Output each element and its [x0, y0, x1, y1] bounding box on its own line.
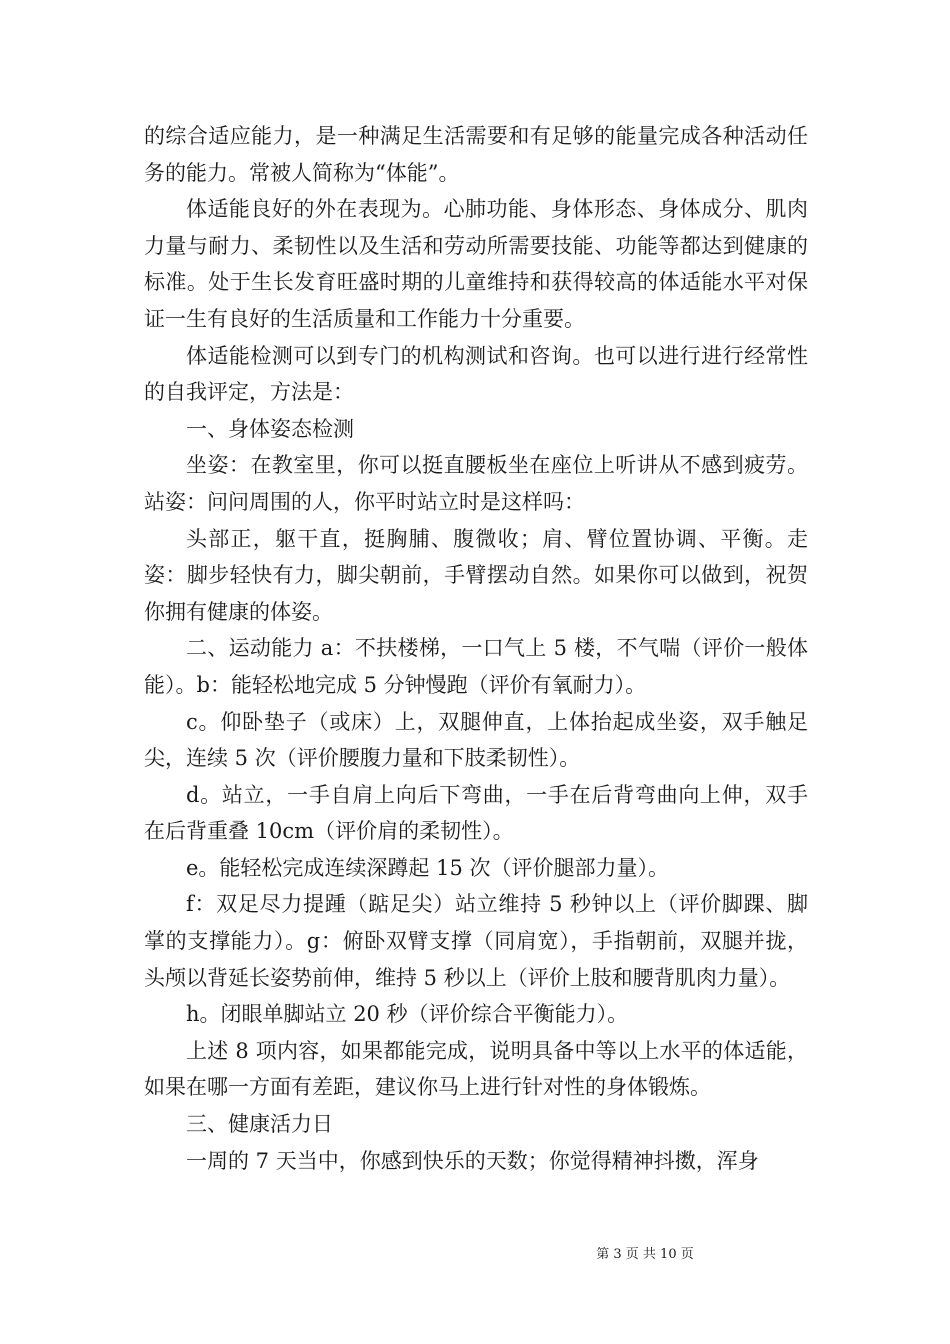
paragraph: 的综合适应能力，是一种满足生活需要和有足够的能量完成各种活动任务的能力。常被人简称为“体能”。 — [144, 124, 808, 185]
paragraph: 二、运动能力 a：不扶楼梯，一口气上 5 楼，不气喘（评价一般体能）。b：能轻松地完成 5 分钟慢跑（评价有氧耐力）。 — [144, 636, 808, 697]
paragraph: 体适能检测可以到专门的机构测试和咨询。也可以进行进行经常性的自我评定，方法是： — [144, 343, 808, 405]
paragraph: e。能轻松完成连续深蹲起 15 次（评价腿部力量）。 — [186, 855, 669, 880]
paragraph: 上述 8 项内容，如果都能完成，说明具备中等以上水平的体适能，如果在哪一方面有差距，建议你马上进行针对性的身体锻炼。 — [144, 1038, 808, 1100]
paragraph: c。仰卧垫子（或床）上，双腿伸直，上体抬起成坐姿，双手触足尖，连续 5 次（评价腰腹力量和下肢柔韧性）。 — [144, 709, 808, 771]
section-heading: 一、身体姿态检测 — [186, 416, 354, 441]
paragraph: 坐姿：在教室里，你可以挺直腰板坐在座位上听讲从不感到疲劳。站姿：问问周围的人，你平时站立时是这样吗： — [144, 453, 808, 514]
page-number-footer: 第 3 页 共 10 页 — [596, 1247, 694, 1262]
paragraph: 一周的 7 天当中，你感到快乐的天数；你觉得精神抖擞，浑身 — [186, 1148, 759, 1173]
paragraph: 头部正，躯干直，挺胸脯、腹微收；肩、臂位置协调、平衡。走姿：脚步轻快有力，脚尖朝前，手臂摆动自然。如果你可以做到，祝贺你拥有健康的体姿。 — [144, 526, 808, 624]
section-heading: 三、健康活力日 — [186, 1112, 333, 1137]
paragraph: h。闭眼单脚站立 20 秒（评价综合平衡能力）。 — [186, 1002, 629, 1027]
paragraph: 体适能良好的外在表现为。心肺功能、身体形态、身体成分、肌肉力量与耐力、柔韧性以及生活和劳动所需要技能、功能等都达到健康的标准。处于生长发育旺盛时期的儿童维持和获得较高的体适能水平对保证一生有良好的生活质量和工作能力十分重要。 — [144, 197, 808, 331]
document-body — [144, 118, 808, 1179]
paragraph: d。站立，一手自肩上向后下弯曲，一手在后背弯曲向上伸，双手在后背重叠 10cm（评价肩的柔韧性）。 — [144, 782, 808, 844]
paragraph: f：双足尽力提踵（踮足尖）站立维持 5 秒钟以上（评价脚踝、脚掌的支撑能力）。g：俯卧双臂支撑（同肩宽），手指朝前，双腿并拢，头颅以背延长姿势前伸，维持 5 秒以上（评价上肢和腰背肌肉力量）。 — [144, 892, 808, 990]
